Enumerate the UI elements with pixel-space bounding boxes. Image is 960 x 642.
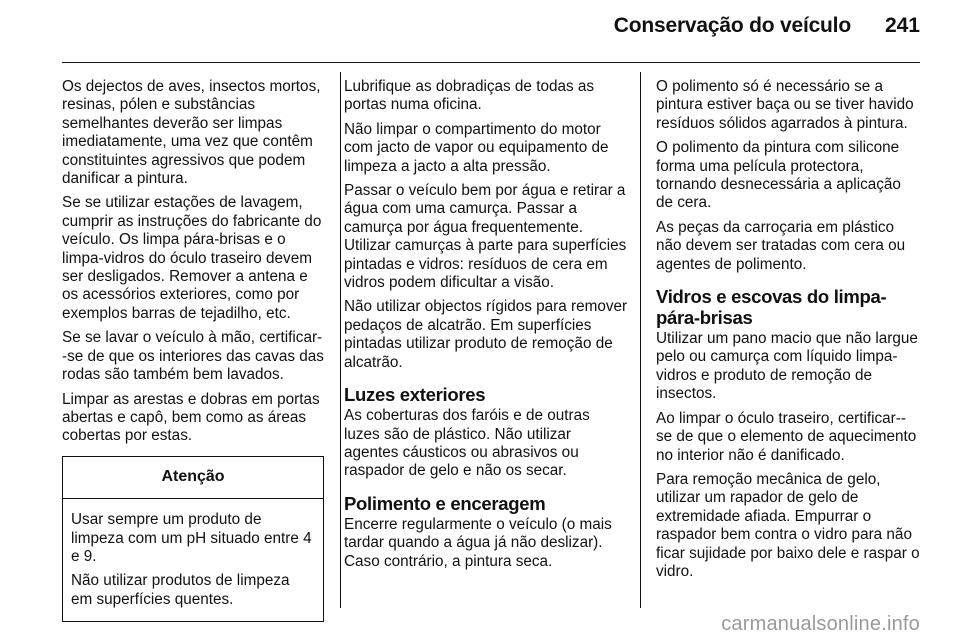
- paragraph: O polimento só é necessário se a pintura estiver baça ou se tiver havido resíduos sólidos agarrados à pintura.: [656, 78, 914, 132]
- warning-body: [63, 499, 323, 621]
- paragraph: Se se lavar o veículo à mão, certificar--se de que os interiores das cavas das rodas são também bem lavados.: [62, 329, 324, 384]
- paragraph: Não limpar o compartimento do motor com jacto de vapor ou equipamento de limpeza a jacto a alta pressão.: [344, 120, 609, 175]
- column-divider: [640, 72, 641, 608]
- column-3: [656, 78, 922, 587]
- page-number: 241: [884, 14, 920, 37]
- paragraph: Não utilizar objectos rígidos para remover pedaços de alcatrão. Em superfícies pintadas utilizar produto de remoção de alcatrão.: [344, 298, 628, 371]
- paragraph: Passar o veículo bem por água e retirar a água com uma camurça. Passar a camurça por água frequentemente. Utilizar camurças à parte para superfícies pintadas e vidros: resíduos de cera em vidros podem dificultar a visão.: [344, 182, 627, 292]
- page-title: Conservação do veículo: [613, 14, 851, 37]
- section-heading: Polimento e enceragem: [344, 492, 546, 514]
- paragraph: Não utilizar produtos de limpeza em superfícies quentes.: [71, 572, 290, 608]
- column-2: [344, 78, 628, 577]
- paragraph: O polimento da pintura com silicone forma uma película protectora, tornando desnecessária a aplicação de cera.: [656, 139, 901, 212]
- paragraph: Se se utilizar estações de lavagem, cumprir as instruções do fabricante do veículo. Os limpa pára-brisas e o limpa-vidros do óculo traseiro devem ser desligados. Remover a antena e os acessórios exteriores, como por exemplos barras de tejadilho, etc.: [62, 194, 322, 322]
- paragraph: Utilizar um pano macio que não largue pelo ou camurça com líquido limpa-vidros e produto de remoção de insectos.: [656, 330, 918, 403]
- section-heading: Vidros e escovas do limpa-pára-brisas: [656, 286, 887, 329]
- paragraph: Encerre regularmente o veículo (o mais tardar quando a água já não deslizar). Caso contrário, a pintura seca.: [344, 515, 612, 570]
- paragraph: As coberturas dos faróis e de outras luzes são de plástico. Não utilizar agentes cáusticos ou abrasivos ou raspador de gelo e não os secar.: [344, 407, 590, 480]
- column-1: [62, 78, 324, 622]
- column-divider: [340, 72, 341, 608]
- watermark: carmanualsonline.info: [721, 613, 920, 635]
- paragraph: Ao limpar o óculo traseiro, certificar--se de que o elemento de aquecimento no interior não é danificado.: [656, 409, 917, 464]
- paragraph: Usar sempre um produto de limpeza com um pH situado entre 4 e 9.: [71, 511, 312, 565]
- header-rule: [62, 62, 920, 63]
- paragraph: Lubrifique as dobradiças de todas as portas numa oficina.: [344, 78, 595, 114]
- page-header: [614, 14, 920, 38]
- paragraph: Limpar as arestas e dobras em portas abertas e capô, bem como as áreas cobertas por estas.: [62, 390, 320, 445]
- paragraph: As peças da carroçaria em plástico não devem ser tratadas com cera ou agentes de polimento.: [656, 218, 906, 273]
- warning-title: Atenção: [63, 457, 323, 499]
- paragraph: Os dejectos de aves, insectos mortos, resinas, pólen e substâncias semelhantes deverão ser limpas imediatamente, uma vez que contêm constituintes agressivos que podem danificar a pintura.: [62, 78, 321, 188]
- warning-box: [62, 456, 324, 622]
- paragraph: Para remoção mecânica de gelo, utilizar um rapador de gelo de extremidade afiada. Empurrar o raspador bem contra o vidro para não ficar sujidade por baixo dele e raspar o vidro.: [656, 470, 920, 580]
- section-heading: Luzes exteriores: [344, 384, 486, 406]
